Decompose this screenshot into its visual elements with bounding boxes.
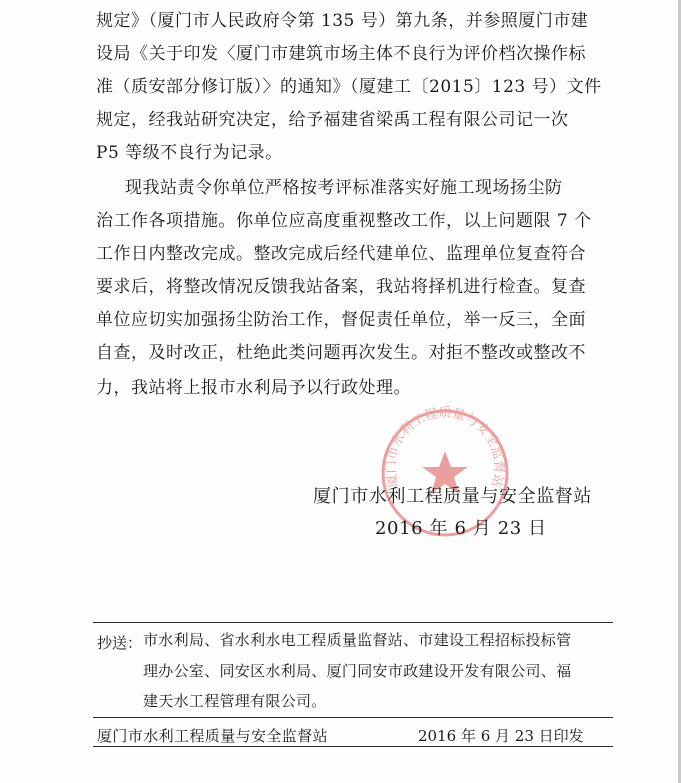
paragraph1-line-1: 规定》（厦门市人民政府令第 135 号）第九条，并参照厦门市建: [96, 11, 589, 31]
paragraph2-line-2: 治工作各项措施。你单位应高度重视整改工作，以上问题限 7 个: [96, 211, 592, 231]
signature-date: 2016 年 6 月 23 日: [375, 518, 547, 539]
copy-to-line-1: 市水利局、省水利水电工程质量监督站、市建设工程招标投标管: [143, 631, 572, 649]
paragraph1-line-4: 规定，经我站研究决定，给予福建省梁禹工程有限公司记一次: [96, 110, 569, 130]
paragraph2-line-7: 力，我站将上报市水利局予以行政处理。: [96, 378, 411, 398]
paragraph1-line-5: P5 等级不良行为记录。: [96, 143, 283, 163]
copy-to-line-3: 建天水工程管理有限公司。: [143, 692, 327, 710]
signature-organization: 厦门市水利工程质量与安全监督站: [313, 486, 592, 507]
paragraph2-line-5: 单位应切实加强扬尘防治工作，督促责任单位，举一反三，全面: [96, 310, 586, 330]
copy-to-line-2: 理办公室、同安区水利局、厦门同安市政建设开发有限公司、福: [143, 662, 572, 680]
copy-to-label: 抄送：: [97, 634, 143, 652]
footer-print-date: 2016 年 6 月 23 日印发: [418, 727, 584, 745]
divider-top: [93, 622, 613, 623]
svg-text:厦门市水利工程质量与安全监督站: 厦门市水利工程质量与安全监督站: [383, 406, 507, 489]
paragraph1-line-3: 准（质安部分修订版）〉的通知》（厦建工〔2015〕123 号）文件: [96, 77, 602, 97]
divider-middle: [93, 717, 613, 718]
paragraph1-line-2: 设局《关于印发〈厦门市建筑市场主体不良行为评价档次操作标: [96, 44, 586, 64]
footer-organization: 厦门市水利工程质量与安全监督站: [97, 727, 329, 745]
paragraph2-line-3: 工作日内整改完成。整改完成后经代建单位、监理单位复查符合: [96, 244, 586, 264]
divider-bottom: [93, 746, 613, 747]
paragraph2-line-4: 要求后，将整改情况反馈我站备案，我站将择机进行检查。复查: [96, 277, 586, 297]
paragraph2-line-6: 自查，及时改正，杜绝此类问题再次发生。对拒不整改或整改不: [96, 343, 586, 363]
paragraph2-line-1: 现我站责令你单位严格按考评标准落实好施工现场扬尘防: [125, 178, 563, 198]
